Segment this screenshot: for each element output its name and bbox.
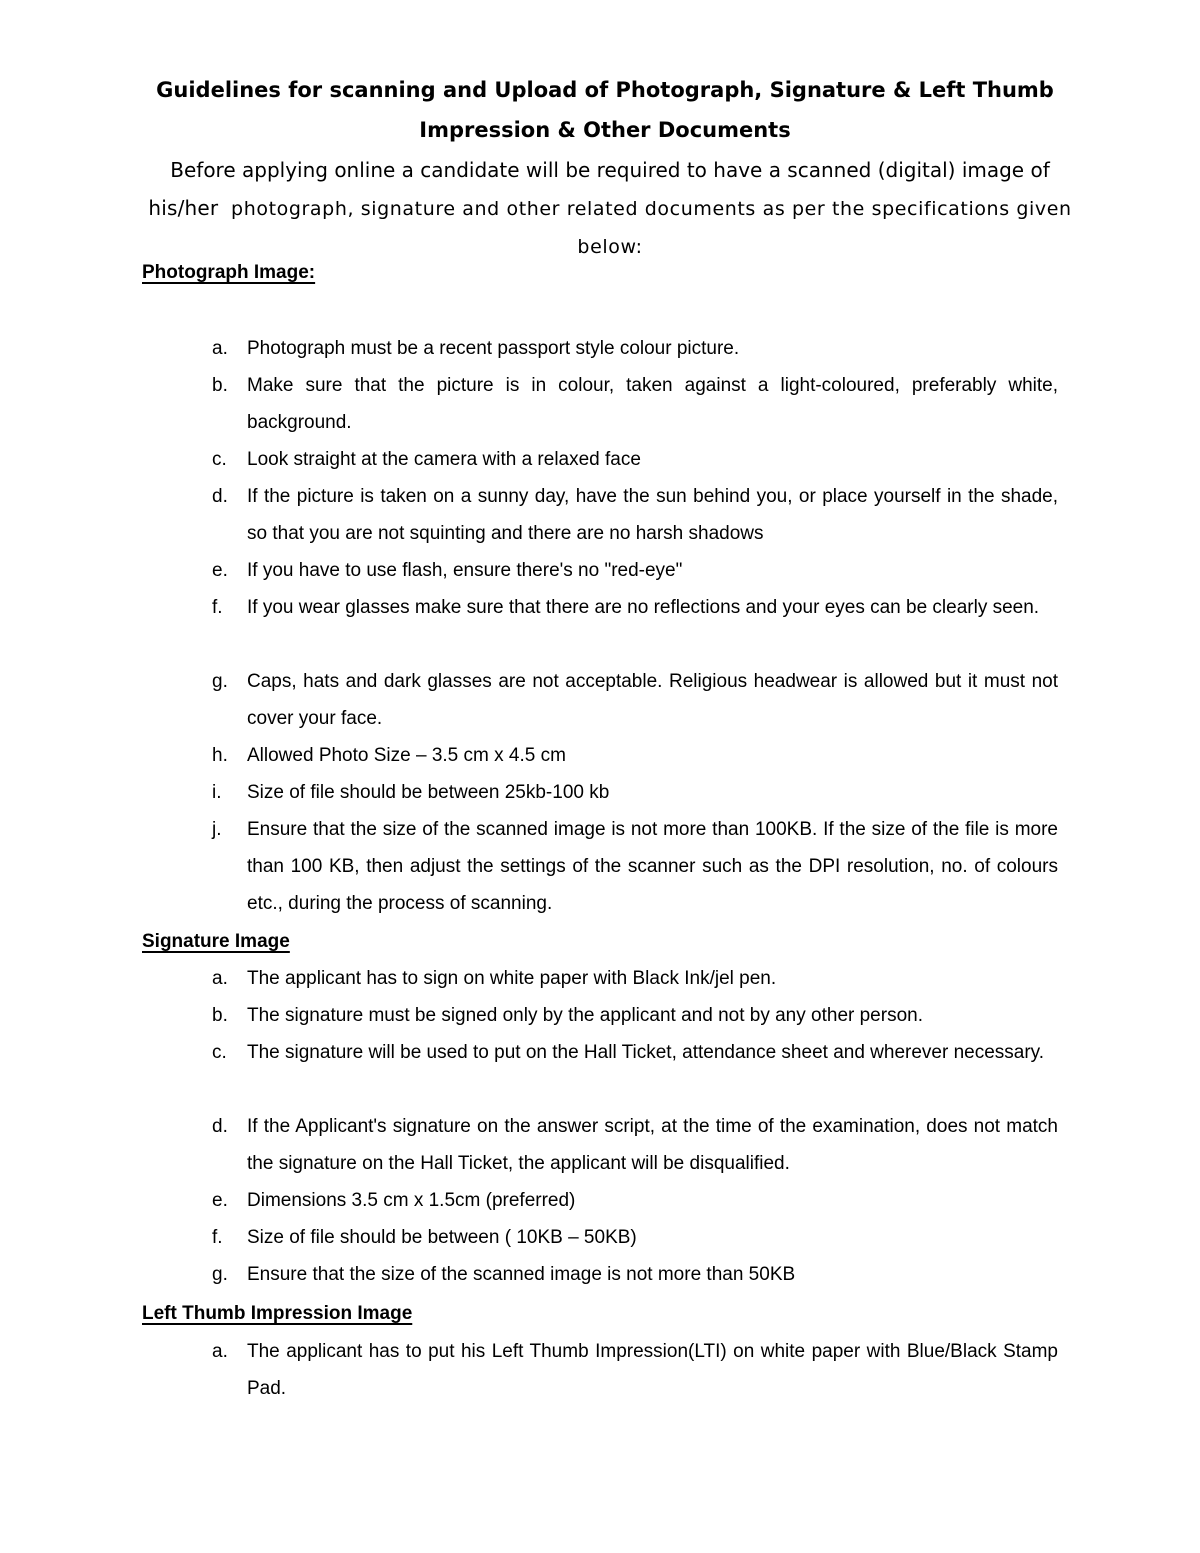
list-item-text: Caps, hats and dark glasses are not acceptable. Religious headwear is allowed but it must not cover your face. <box>247 671 1058 729</box>
list-item-text: Size of file should be between 25kb-100 kb <box>247 782 610 803</box>
photograph-item-i <box>200 774 1058 811</box>
list-marker: d. <box>212 1116 228 1137</box>
list-item-text: Photograph must be a recent passport style colour picture. <box>247 338 740 359</box>
list-marker: a. <box>212 968 228 989</box>
signature-item-f <box>200 1219 1058 1256</box>
list-item-text: If the Applicant's signature on the answer script, at the time of the examination, does not match the signature on the Hall Ticket, the applicant will be disqualified. <box>247 1116 1058 1174</box>
document-title-line-2: Impression & Other Documents <box>419 118 791 142</box>
list-marker: b. <box>212 1005 228 1026</box>
list-item-text: Size of file should be between ( 10KB – 50KB) <box>247 1227 637 1248</box>
photograph-item-j <box>200 811 1058 922</box>
lti-item-a <box>200 1333 1058 1407</box>
signature-item-b <box>200 997 1058 1034</box>
list-item-text: The applicant has to put his Left Thumb Impression(LTI) on white paper with Blue/Black Stamp Pad. <box>247 1341 1058 1399</box>
list-item-text: The applicant has to sign on white paper with Black Ink/jel pen. <box>247 968 777 989</box>
photograph-item-h <box>200 737 1058 774</box>
intro-line-2-lead: his/her <box>148 196 219 220</box>
list-marker: i. <box>212 782 222 803</box>
photograph-item-e <box>200 552 1058 589</box>
photograph-item-c <box>200 441 1058 478</box>
list-marker: g. <box>212 1264 228 1285</box>
list-item-text: Make sure that the picture is in colour, taken against a light-coloured, preferably white, background. <box>247 375 1058 433</box>
list-item-text: If the picture is taken on a sunny day, have the sun behind you, or place yourself in the shade, so that you are not squinting and there are no harsh shadows <box>247 486 1058 544</box>
list-marker: b. <box>212 375 228 396</box>
list-marker: c. <box>212 1042 227 1063</box>
list-marker: e. <box>212 560 228 581</box>
list-marker: e. <box>212 1190 228 1211</box>
signature-item-e <box>200 1182 1058 1219</box>
signature-item-c <box>200 1034 1058 1071</box>
list-marker: h. <box>212 745 228 766</box>
list-marker: c. <box>212 449 227 470</box>
lti-section-heading: Left Thumb Impression Image <box>142 1303 413 1324</box>
list-item-text: Ensure that the size of the scanned image is not more than 50KB <box>247 1264 796 1285</box>
intro-line-3-text: below: <box>577 236 643 258</box>
signature-section-heading: Signature Image <box>142 931 290 952</box>
list-marker: a. <box>212 338 228 359</box>
list-marker: d. <box>212 486 228 507</box>
list-item-text: Ensure that the size of the scanned image is not more than 100KB. If the size of the file is more than 100 KB, then adjust the settings of the scanner such as the DPI resolution, no. of colours etc., during the process of scanning. <box>247 819 1058 914</box>
signature-item-g <box>200 1256 1058 1293</box>
signature-item-d <box>200 1108 1058 1182</box>
list-item-text: Dimensions 3.5 cm x 1.5cm (preferred) <box>247 1190 576 1211</box>
photograph-item-a <box>200 330 1058 367</box>
document-title-line-1: Guidelines for scanning and Upload of Photograph, Signature & Left Thumb <box>156 78 1054 102</box>
intro-line-1: Before applying online a candidate will be required to have a scanned (digital) image of <box>170 158 1050 182</box>
list-item-text: The signature must be signed only by the applicant and not by any other person. <box>247 1005 923 1026</box>
photograph-item-f <box>200 589 1058 626</box>
list-marker: j. <box>212 819 222 840</box>
list-marker: g. <box>212 671 228 692</box>
photograph-item-b <box>200 367 1058 441</box>
photograph-item-d <box>200 478 1058 552</box>
list-item-text: If you wear glasses make sure that there are no reflections and your eyes can be clearly seen. <box>247 597 1040 618</box>
list-item-text: Look straight at the camera with a relaxed face <box>247 449 641 470</box>
intro-line-2 <box>100 189 1120 228</box>
list-item-text: Allowed Photo Size – 3.5 cm x 4.5 cm <box>247 745 566 766</box>
signature-item-a <box>200 960 1058 997</box>
list-item-text: The signature will be used to put on the Hall Ticket, attendance sheet and wherever necessary. <box>247 1042 1045 1063</box>
list-marker: a. <box>212 1341 228 1362</box>
list-marker: f. <box>212 1227 223 1248</box>
photograph-item-g <box>200 663 1058 737</box>
list-item-text: If you have to use flash, ensure there's no "red-eye" <box>247 560 683 581</box>
list-marker: f. <box>212 597 223 618</box>
intro-line-2-rest: photograph, signature and other related documents as per the specifications given <box>231 198 1072 220</box>
photograph-section-heading: Photograph Image: <box>142 262 316 283</box>
